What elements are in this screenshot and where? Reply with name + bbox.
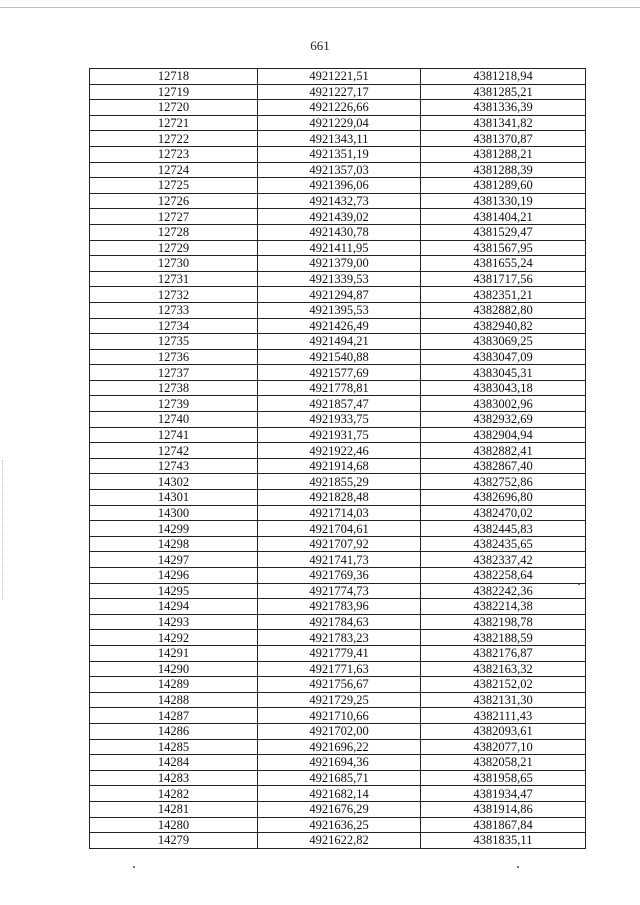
point-number-cell: 14298 <box>90 536 258 552</box>
y-coordinate-cell: 4383047,09 <box>421 349 586 365</box>
y-coordinate-cell: 4381914,86 <box>421 801 586 817</box>
table-row <box>90 318 586 334</box>
x-coordinate-cell: 4921227,17 <box>258 84 421 100</box>
scan-speck <box>133 866 135 868</box>
y-coordinate-cell: 4382152,02 <box>421 677 586 693</box>
x-coordinate-cell: 4921439,02 <box>258 209 421 225</box>
x-coordinate-cell: 4921828,48 <box>258 490 421 506</box>
table-row <box>90 817 586 833</box>
x-coordinate-cell: 4921676,29 <box>258 801 421 817</box>
x-coordinate-cell: 4921411,95 <box>258 240 421 256</box>
x-coordinate-cell: 4921622,82 <box>258 833 421 849</box>
x-coordinate-cell: 4921704,61 <box>258 521 421 537</box>
point-number-cell: 14282 <box>90 786 258 802</box>
table-row <box>90 645 586 661</box>
table-row <box>90 536 586 552</box>
coordinates-table <box>89 68 586 849</box>
y-coordinate-cell: 4383045,31 <box>421 365 586 381</box>
x-coordinate-cell: 4921771,63 <box>258 661 421 677</box>
table-row <box>90 115 586 131</box>
x-coordinate-cell: 4921783,23 <box>258 630 421 646</box>
x-coordinate-cell: 4921395,53 <box>258 302 421 318</box>
point-number-cell: 14290 <box>90 661 258 677</box>
table-row <box>90 786 586 802</box>
table-row <box>90 568 586 584</box>
table-row <box>90 69 586 85</box>
point-number-cell: 14296 <box>90 568 258 584</box>
x-coordinate-cell: 4921682,14 <box>258 786 421 802</box>
point-number-cell: 14300 <box>90 505 258 521</box>
point-number-cell: 12741 <box>90 427 258 443</box>
y-coordinate-cell: 4382093,61 <box>421 723 586 739</box>
point-number-cell: 14289 <box>90 677 258 693</box>
point-number-cell: 14284 <box>90 755 258 771</box>
point-number-cell: 12720 <box>90 100 258 116</box>
table-row <box>90 349 586 365</box>
table-row <box>90 630 586 646</box>
table-row <box>90 661 586 677</box>
table-row <box>90 505 586 521</box>
y-coordinate-cell: 4381867,84 <box>421 817 586 833</box>
point-number-cell: 12730 <box>90 256 258 272</box>
point-number-cell: 12743 <box>90 458 258 474</box>
point-number-cell: 14288 <box>90 692 258 708</box>
table-row <box>90 84 586 100</box>
table-row <box>90 833 586 849</box>
point-number-cell: 12734 <box>90 318 258 334</box>
y-coordinate-cell: 4382188,59 <box>421 630 586 646</box>
y-coordinate-cell: 4381285,21 <box>421 84 586 100</box>
point-number-cell: 14301 <box>90 490 258 506</box>
x-coordinate-cell: 4921783,96 <box>258 599 421 615</box>
y-coordinate-cell: 4382435,65 <box>421 536 586 552</box>
point-number-cell: 14302 <box>90 474 258 490</box>
table-row <box>90 287 586 303</box>
table-row <box>90 801 586 817</box>
x-coordinate-cell: 4921229,04 <box>258 115 421 131</box>
y-coordinate-cell: 4382696,80 <box>421 490 586 506</box>
y-coordinate-cell: 4382351,21 <box>421 287 586 303</box>
point-number-cell: 12725 <box>90 178 258 194</box>
y-coordinate-cell: 4383069,25 <box>421 334 586 350</box>
x-coordinate-cell: 4921784,63 <box>258 614 421 630</box>
x-coordinate-cell: 4921714,03 <box>258 505 421 521</box>
x-coordinate-cell: 4921432,73 <box>258 193 421 209</box>
table-row <box>90 365 586 381</box>
x-coordinate-cell: 4921343,11 <box>258 131 421 147</box>
y-coordinate-cell: 4382242,36 <box>421 583 586 599</box>
scan-speck <box>578 583 580 585</box>
y-coordinate-cell: 4382932,69 <box>421 412 586 428</box>
point-number-cell: 12727 <box>90 209 258 225</box>
y-coordinate-cell: 4383043,18 <box>421 380 586 396</box>
x-coordinate-cell: 4921756,67 <box>258 677 421 693</box>
point-number-cell: 12718 <box>90 69 258 85</box>
point-number-cell: 12729 <box>90 240 258 256</box>
table-row <box>90 521 586 537</box>
y-coordinate-cell: 4382752,86 <box>421 474 586 490</box>
x-coordinate-cell: 4921494,21 <box>258 334 421 350</box>
table-row <box>90 162 586 178</box>
point-number-cell: 14280 <box>90 817 258 833</box>
table-row <box>90 739 586 755</box>
point-number-cell: 14283 <box>90 770 258 786</box>
y-coordinate-cell: 4382077,10 <box>421 739 586 755</box>
table-row <box>90 770 586 786</box>
x-coordinate-cell: 4921778,81 <box>258 380 421 396</box>
point-number-cell: 14297 <box>90 552 258 568</box>
point-number-cell: 14294 <box>90 599 258 615</box>
point-number-cell: 12742 <box>90 443 258 459</box>
coordinates-table-body <box>90 69 586 849</box>
y-coordinate-cell: 4382904,94 <box>421 427 586 443</box>
y-coordinate-cell: 4382867,40 <box>421 458 586 474</box>
y-coordinate-cell: 4381567,95 <box>421 240 586 256</box>
point-number-cell: 12740 <box>90 412 258 428</box>
y-coordinate-cell: 4381655,24 <box>421 256 586 272</box>
table-row <box>90 412 586 428</box>
x-coordinate-cell: 4921774,73 <box>258 583 421 599</box>
point-number-cell: 12726 <box>90 193 258 209</box>
y-coordinate-cell: 4381404,21 <box>421 209 586 225</box>
table-row <box>90 458 586 474</box>
x-coordinate-cell: 4921931,75 <box>258 427 421 443</box>
y-coordinate-cell: 4381835,11 <box>421 833 586 849</box>
x-coordinate-cell: 4921696,22 <box>258 739 421 755</box>
x-coordinate-cell: 4921769,36 <box>258 568 421 584</box>
table-row <box>90 583 586 599</box>
table-row <box>90 146 586 162</box>
table-row <box>90 552 586 568</box>
point-number-cell: 14285 <box>90 739 258 755</box>
table-row <box>90 755 586 771</box>
table-row <box>90 427 586 443</box>
point-number-cell: 12721 <box>90 115 258 131</box>
x-coordinate-cell: 4921577,69 <box>258 365 421 381</box>
y-coordinate-cell: 4382198,78 <box>421 614 586 630</box>
y-coordinate-cell: 4382058,21 <box>421 755 586 771</box>
table-row <box>90 224 586 240</box>
x-coordinate-cell: 4921857,47 <box>258 396 421 412</box>
y-coordinate-cell: 4381529,47 <box>421 224 586 240</box>
table-row <box>90 599 586 615</box>
x-coordinate-cell: 4921426,49 <box>258 318 421 334</box>
point-number-cell: 12722 <box>90 131 258 147</box>
x-coordinate-cell: 4921221,51 <box>258 69 421 85</box>
table-row <box>90 100 586 116</box>
top-border-line <box>0 7 640 8</box>
y-coordinate-cell: 4381958,65 <box>421 770 586 786</box>
x-coordinate-cell: 4921694,36 <box>258 755 421 771</box>
x-coordinate-cell: 4921226,66 <box>258 100 421 116</box>
x-coordinate-cell: 4921379,00 <box>258 256 421 272</box>
point-number-cell: 12736 <box>90 349 258 365</box>
point-number-cell: 14295 <box>90 583 258 599</box>
page-number: 661 <box>310 38 330 53</box>
point-number-cell: 12723 <box>90 146 258 162</box>
x-coordinate-cell: 4921351,19 <box>258 146 421 162</box>
point-number-cell: 12738 <box>90 380 258 396</box>
y-coordinate-cell: 4382163,32 <box>421 661 586 677</box>
y-coordinate-cell: 4382940,82 <box>421 318 586 334</box>
y-coordinate-cell: 4381330,19 <box>421 193 586 209</box>
table-row <box>90 614 586 630</box>
point-number-cell: 14299 <box>90 521 258 537</box>
y-coordinate-cell: 4382111,43 <box>421 708 586 724</box>
table-row <box>90 131 586 147</box>
point-number-cell: 12737 <box>90 365 258 381</box>
point-number-cell: 12733 <box>90 302 258 318</box>
table-row <box>90 692 586 708</box>
point-number-cell: 12732 <box>90 287 258 303</box>
point-number-cell: 14292 <box>90 630 258 646</box>
y-coordinate-cell: 4381370,87 <box>421 131 586 147</box>
point-number-cell: 14279 <box>90 833 258 849</box>
x-coordinate-cell: 4921729,25 <box>258 692 421 708</box>
x-coordinate-cell: 4921396,06 <box>258 178 421 194</box>
y-coordinate-cell: 4383002,96 <box>421 396 586 412</box>
table-row <box>90 271 586 287</box>
scan-speck <box>517 866 519 868</box>
point-number-cell: 14293 <box>90 614 258 630</box>
point-number-cell: 12739 <box>90 396 258 412</box>
table-row <box>90 240 586 256</box>
point-number-cell: 12719 <box>90 84 258 100</box>
point-number-cell: 14287 <box>90 708 258 724</box>
y-coordinate-cell: 4382176,87 <box>421 645 586 661</box>
table-row <box>90 334 586 350</box>
x-coordinate-cell: 4921702,00 <box>258 723 421 739</box>
table-row <box>90 677 586 693</box>
x-coordinate-cell: 4921685,71 <box>258 770 421 786</box>
table-row <box>90 474 586 490</box>
point-number-cell: 12728 <box>90 224 258 240</box>
y-coordinate-cell: 4382258,64 <box>421 568 586 584</box>
scan-edge-mark <box>2 460 4 600</box>
x-coordinate-cell: 4921540,88 <box>258 349 421 365</box>
y-coordinate-cell: 4382337,42 <box>421 552 586 568</box>
x-coordinate-cell: 4921707,92 <box>258 536 421 552</box>
y-coordinate-cell: 4382445,83 <box>421 521 586 537</box>
table-row <box>90 380 586 396</box>
y-coordinate-cell: 4381341,82 <box>421 115 586 131</box>
table-row <box>90 396 586 412</box>
table-row <box>90 178 586 194</box>
x-coordinate-cell: 4921636,25 <box>258 817 421 833</box>
x-coordinate-cell: 4921855,29 <box>258 474 421 490</box>
x-coordinate-cell: 4921430,78 <box>258 224 421 240</box>
y-coordinate-cell: 4381289,60 <box>421 178 586 194</box>
y-coordinate-cell: 4381288,21 <box>421 146 586 162</box>
table-row <box>90 302 586 318</box>
x-coordinate-cell: 4921294,87 <box>258 287 421 303</box>
y-coordinate-cell: 4382882,80 <box>421 302 586 318</box>
x-coordinate-cell: 4921741,73 <box>258 552 421 568</box>
y-coordinate-cell: 4381934,47 <box>421 786 586 802</box>
y-coordinate-cell: 4381336,39 <box>421 100 586 116</box>
x-coordinate-cell: 4921922,46 <box>258 443 421 459</box>
table-row <box>90 443 586 459</box>
x-coordinate-cell: 4921779,41 <box>258 645 421 661</box>
table-row <box>90 256 586 272</box>
table-row <box>90 193 586 209</box>
x-coordinate-cell: 4921710,66 <box>258 708 421 724</box>
point-number-cell: 14281 <box>90 801 258 817</box>
x-coordinate-cell: 4921339,53 <box>258 271 421 287</box>
point-number-cell: 12724 <box>90 162 258 178</box>
y-coordinate-cell: 4381717,56 <box>421 271 586 287</box>
y-coordinate-cell: 4381288,39 <box>421 162 586 178</box>
x-coordinate-cell: 4921357,03 <box>258 162 421 178</box>
table-row <box>90 723 586 739</box>
table-row <box>90 209 586 225</box>
y-coordinate-cell: 4382131,30 <box>421 692 586 708</box>
point-number-cell: 12731 <box>90 271 258 287</box>
x-coordinate-cell: 4921933,75 <box>258 412 421 428</box>
point-number-cell: 14286 <box>90 723 258 739</box>
y-coordinate-cell: 4382882,41 <box>421 443 586 459</box>
table-row <box>90 490 586 506</box>
x-coordinate-cell: 4921914,68 <box>258 458 421 474</box>
y-coordinate-cell: 4382214,38 <box>421 599 586 615</box>
table-row <box>90 708 586 724</box>
point-number-cell: 14291 <box>90 645 258 661</box>
y-coordinate-cell: 4381218,94 <box>421 69 586 85</box>
y-coordinate-cell: 4382470,02 <box>421 505 586 521</box>
point-number-cell: 12735 <box>90 334 258 350</box>
